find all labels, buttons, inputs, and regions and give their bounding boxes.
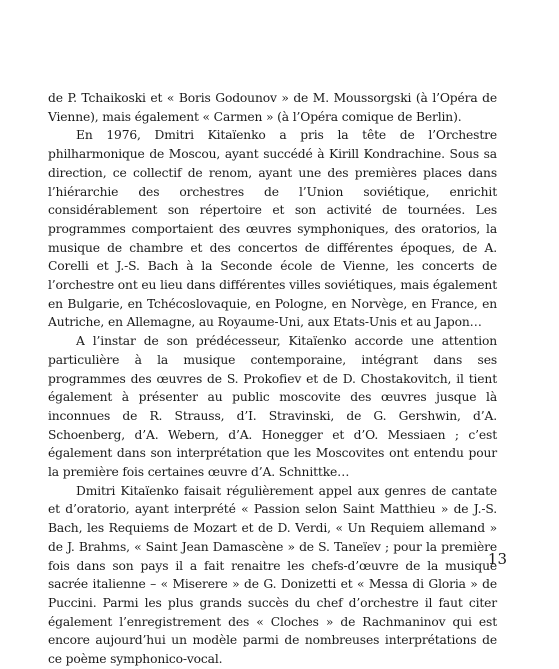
- paragraph-contemporary-music: A l’instar de son prédécesseur, Kitaïenko accorde une attention particulière à la musique contemporaine, intégrant dans ses programmes des œuvres de S. Prokofiev et de D. Chostakovitch, il tient également à présenter au public moscovite des œuvres jusque là inconnues de R. Strauss, d’I. Stravinski, de G. Gershwin, d’A. Schoenberg, d’A. Webern, d’A. Honegger et d’O. Messiaen ; c’est également dans son interprétation que les Moscovites ont entendu pour la première fois certaines œuvre d’A. Schnittke…: [48, 334, 497, 480]
- paragraph-moscow-philharmonic: En 1976, Dmitri Kitaïenko a pris la tête de l’Orchestre philharmonique de Moscou, ayant succédé à Kirill Kondrachine. Sous sa direction, ce collectif de renom, ayant une des premières places dans l’hiérarchie des orchestres de l’Union soviétique, enrichit considérablement son répertoire et son activité de tournées. Les programmes comportaient des œuvres symphoniques, des oratorios, la musique de chambre et des concertos de différentes époques, de A. Corelli et J.-S. Bach à la Seconde école de Vienne, les concerts de l’orchestre ont eu lieu dans différentes villes soviétiques, mais également en Bulgarie, en Tchécoslovaquie, en Pologne, en Norvège, en France, en Autriche, en Allemagne, au Royaume-Uni, aux Etats-Unis et au Japon…: [48, 128, 497, 330]
- paragraph-cantata-oratorio: Dmitri Kitaïenko faisait régulièrement appel aux genres de cantate et d’oratorio, ayant interprété « Passion selon Saint Matthieu » de J.-S. Bach, les Requiems de Mozart et de D. Verdi, « Un Requiem allemand » de J. Brahms, « Saint Jean Damascène » de S. Taneïev ; pour la première fois dans son pays il a fait renaitre les chefs-d’œuvre de la musique sacrée italienne – « Miserere » de G. Donizetti et « Messa di Gloria » de Puccini. Parmi les plus grands succès du chef d’orchestre il faut citer également l’enregistrement des « Cloches » de Rachmaninov qui est encore aujourd’hui un modèle parmi de nombreuses interprétations de ce poème symphonico-vocal.: [48, 483, 497, 667]
- body-text: [48, 89, 497, 669]
- paragraph-continuation: de P. Tchaikoski et « Boris Godounov » de M. Moussorgski (à l’Opéra de Vienne), mais également « Carmen » (à l’Opéra comique de Berlin).: [48, 91, 497, 124]
- page-number: 13: [487, 550, 507, 568]
